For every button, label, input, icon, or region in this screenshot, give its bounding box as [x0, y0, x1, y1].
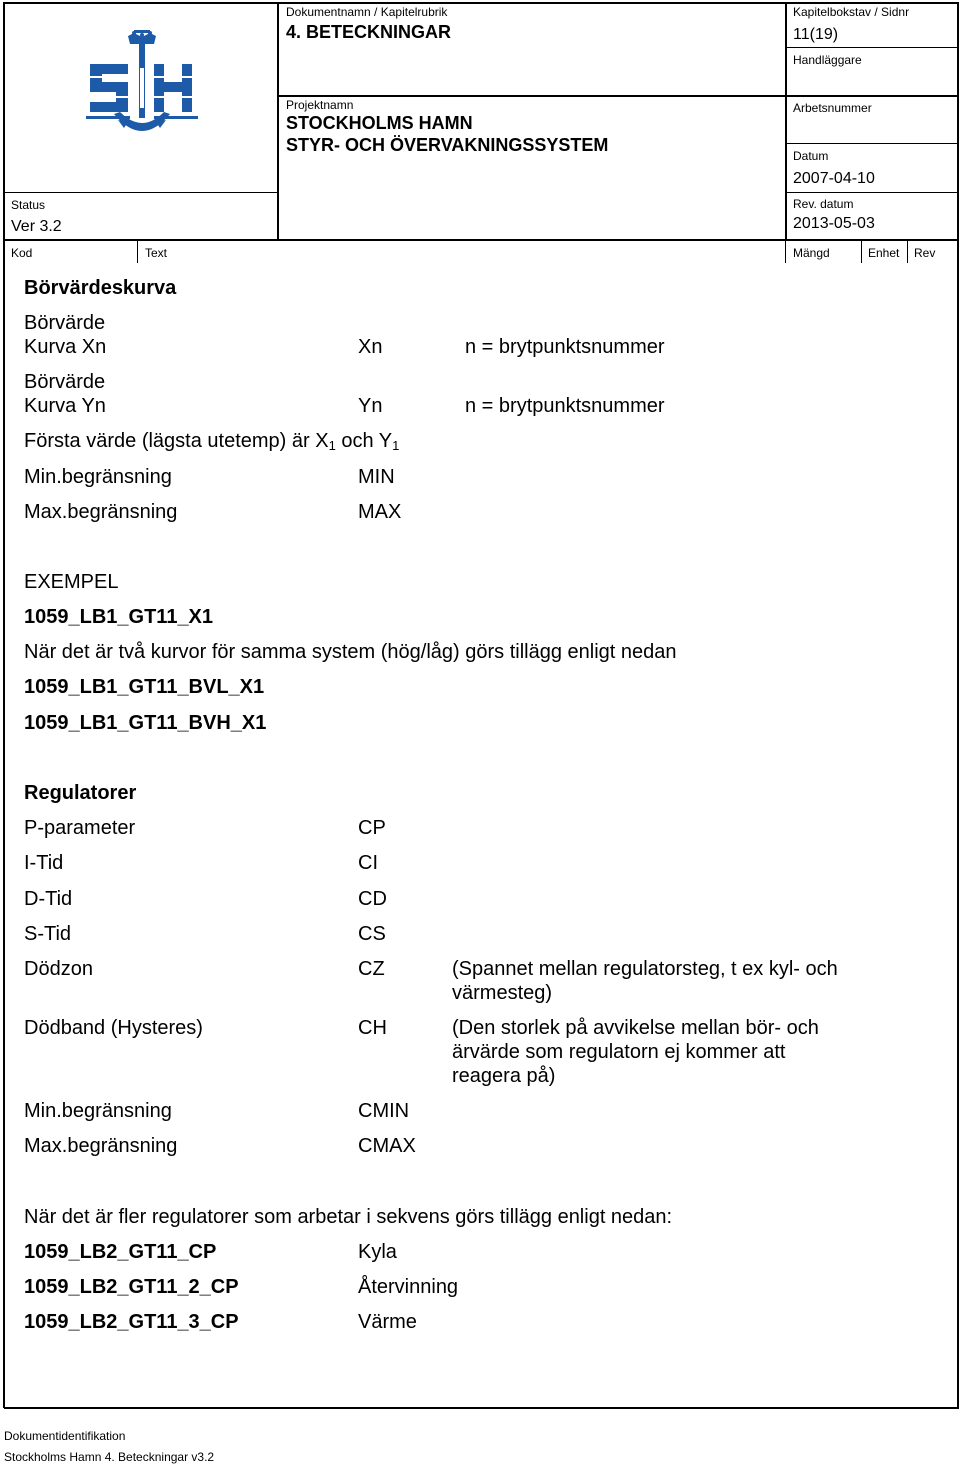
regulator-code: CS	[358, 923, 386, 945]
sequence-code: 1059_LB2_GT11_3_CP	[24, 1311, 239, 1333]
project-name-line2: STYR- OCH ÖVERVAKNINGSSYSTEM	[286, 135, 609, 155]
column-divider	[907, 241, 908, 263]
status-label: Status	[11, 198, 46, 212]
page-number-label: Kapitelbokstav / Sidnr	[793, 5, 910, 19]
project-label: Projektnamn	[286, 98, 354, 112]
column-divider	[861, 241, 862, 263]
regulator-code: CZ	[358, 958, 385, 980]
header-line	[786, 47, 958, 48]
column-text: Text	[145, 246, 168, 260]
setpoint-row1-note: n = brytpunktsnummer	[465, 336, 665, 358]
sequence-label: Värme	[358, 1311, 417, 1333]
regulator-label: I-Tid	[24, 852, 64, 874]
regulator-code: CP	[358, 817, 386, 839]
page-left-border	[3, 2, 5, 1408]
rev-date-label: Rev. datum	[793, 197, 854, 211]
first-value-sub-y: 1	[392, 438, 400, 453]
column-divider	[137, 241, 138, 263]
example-code-2: 1059_LB1_GT11_BVL_X1	[24, 676, 265, 698]
company-logo	[84, 28, 200, 144]
regulator-code: CI	[358, 852, 378, 874]
header-top-border	[4, 2, 959, 4]
page-right-border	[957, 2, 959, 1408]
setpoint-min-label: Min.begränsning	[24, 466, 172, 488]
project-name-line1: STOCKHOLMS HAMN	[286, 113, 473, 133]
sth-logo-icon	[84, 28, 200, 144]
column-mangd: Mängd	[793, 246, 830, 260]
handler-label: Handläggare	[793, 53, 862, 67]
work-number-label: Arbetsnummer	[793, 101, 872, 115]
regulator-label: Min.begränsning	[24, 1100, 172, 1122]
regulator-note: (Den storlek på avvikelse mellan bör- och ärvärde som regulatorn ej kommer att reagera på)	[452, 1017, 819, 1087]
setpoint-row1-line2: Kurva Xn	[24, 336, 107, 358]
column-divider	[785, 241, 786, 263]
column-rev: Rev	[914, 246, 936, 260]
footer-id-label: Dokumentidentifikation	[4, 1429, 126, 1443]
first-value-note	[24, 429, 399, 453]
header-line	[278, 95, 958, 97]
regulators-heading: Regulatorer	[24, 782, 137, 804]
sequence-code: 1059_LB2_GT11_2_CP	[24, 1276, 239, 1298]
setpoint-row2-line2: Kurva Yn	[24, 395, 106, 417]
sequence-label: Kyla	[358, 1241, 397, 1263]
header-line	[786, 192, 958, 193]
regulator-code: CD	[358, 888, 387, 910]
column-enhet: Enhet	[868, 246, 900, 260]
setpoint-max-label: Max.begränsning	[24, 501, 178, 523]
setpoint-heading: Börvärdeskurva	[24, 277, 177, 299]
header-divider-2	[785, 2, 787, 240]
status-value: Ver 3.2	[11, 218, 62, 235]
regulator-label: D-Tid	[24, 888, 73, 910]
first-value-sub-x: 1	[328, 438, 336, 453]
footer-id-value: Stockholms Hamn 4. Beteckningar v3.2	[4, 1450, 215, 1464]
setpoint-row1-line1: Börvärde	[24, 312, 106, 334]
date-value: 2007-04-10	[793, 170, 875, 187]
example-sentence: När det är två kurvor för samma system (hög/låg) görs tillägg enligt nedan	[24, 641, 677, 663]
setpoint-row1-code: Xn	[358, 336, 383, 358]
regulator-label: S-Tid	[24, 923, 72, 945]
regulator-label: P-parameter	[24, 817, 136, 839]
regulator-code: CMAX	[358, 1135, 416, 1157]
regulator-note: (Spannet mellan regulatorsteg, t ex kyl- och värmesteg)	[452, 958, 838, 1004]
page-bottom-border	[4, 1407, 959, 1409]
rev-date-value: 2013-05-03	[793, 215, 875, 232]
header-line	[4, 192, 278, 193]
sequence-label: Återvinning	[358, 1276, 459, 1298]
document-name-value: 4. BETECKNINGAR	[286, 22, 452, 42]
setpoint-row2-line1: Börvärde	[24, 371, 106, 393]
regulator-label: Max.begränsning	[24, 1135, 178, 1157]
header-divider-1	[277, 2, 279, 240]
regulator-label: Dödzon	[24, 958, 93, 980]
regulator-label: Dödband (Hysteres)	[24, 1017, 203, 1039]
regulator-code: CMIN	[358, 1100, 410, 1122]
setpoint-min-code: MIN	[358, 466, 395, 488]
example-label: EXEMPEL	[24, 571, 119, 593]
example-code-3: 1059_LB1_GT11_BVH_X1	[24, 712, 267, 734]
sequence-code: 1059_LB2_GT11_CP	[24, 1241, 217, 1263]
sequence-sentence: När det är fler regulatorer som arbetar i sekvens görs tillägg enligt nedan:	[24, 1206, 673, 1228]
setpoint-row2-code: Yn	[358, 395, 383, 417]
header-line	[4, 239, 959, 241]
document-name-label: Dokumentnamn / Kapitelrubrik	[286, 5, 448, 19]
setpoint-max-code: MAX	[358, 501, 402, 523]
date-label: Datum	[793, 149, 829, 163]
first-value-text-a: Första värde (lägsta utetemp) är X	[24, 430, 329, 452]
setpoint-row2-note: n = brytpunktsnummer	[465, 395, 665, 417]
regulator-code: CH	[358, 1017, 387, 1039]
column-kod: Kod	[11, 246, 33, 260]
header-line	[786, 143, 958, 144]
example-code-1: 1059_LB1_GT11_X1	[24, 606, 214, 628]
page-number-value: 11(19)	[793, 26, 839, 43]
first-value-text-b: och Y	[335, 430, 393, 452]
